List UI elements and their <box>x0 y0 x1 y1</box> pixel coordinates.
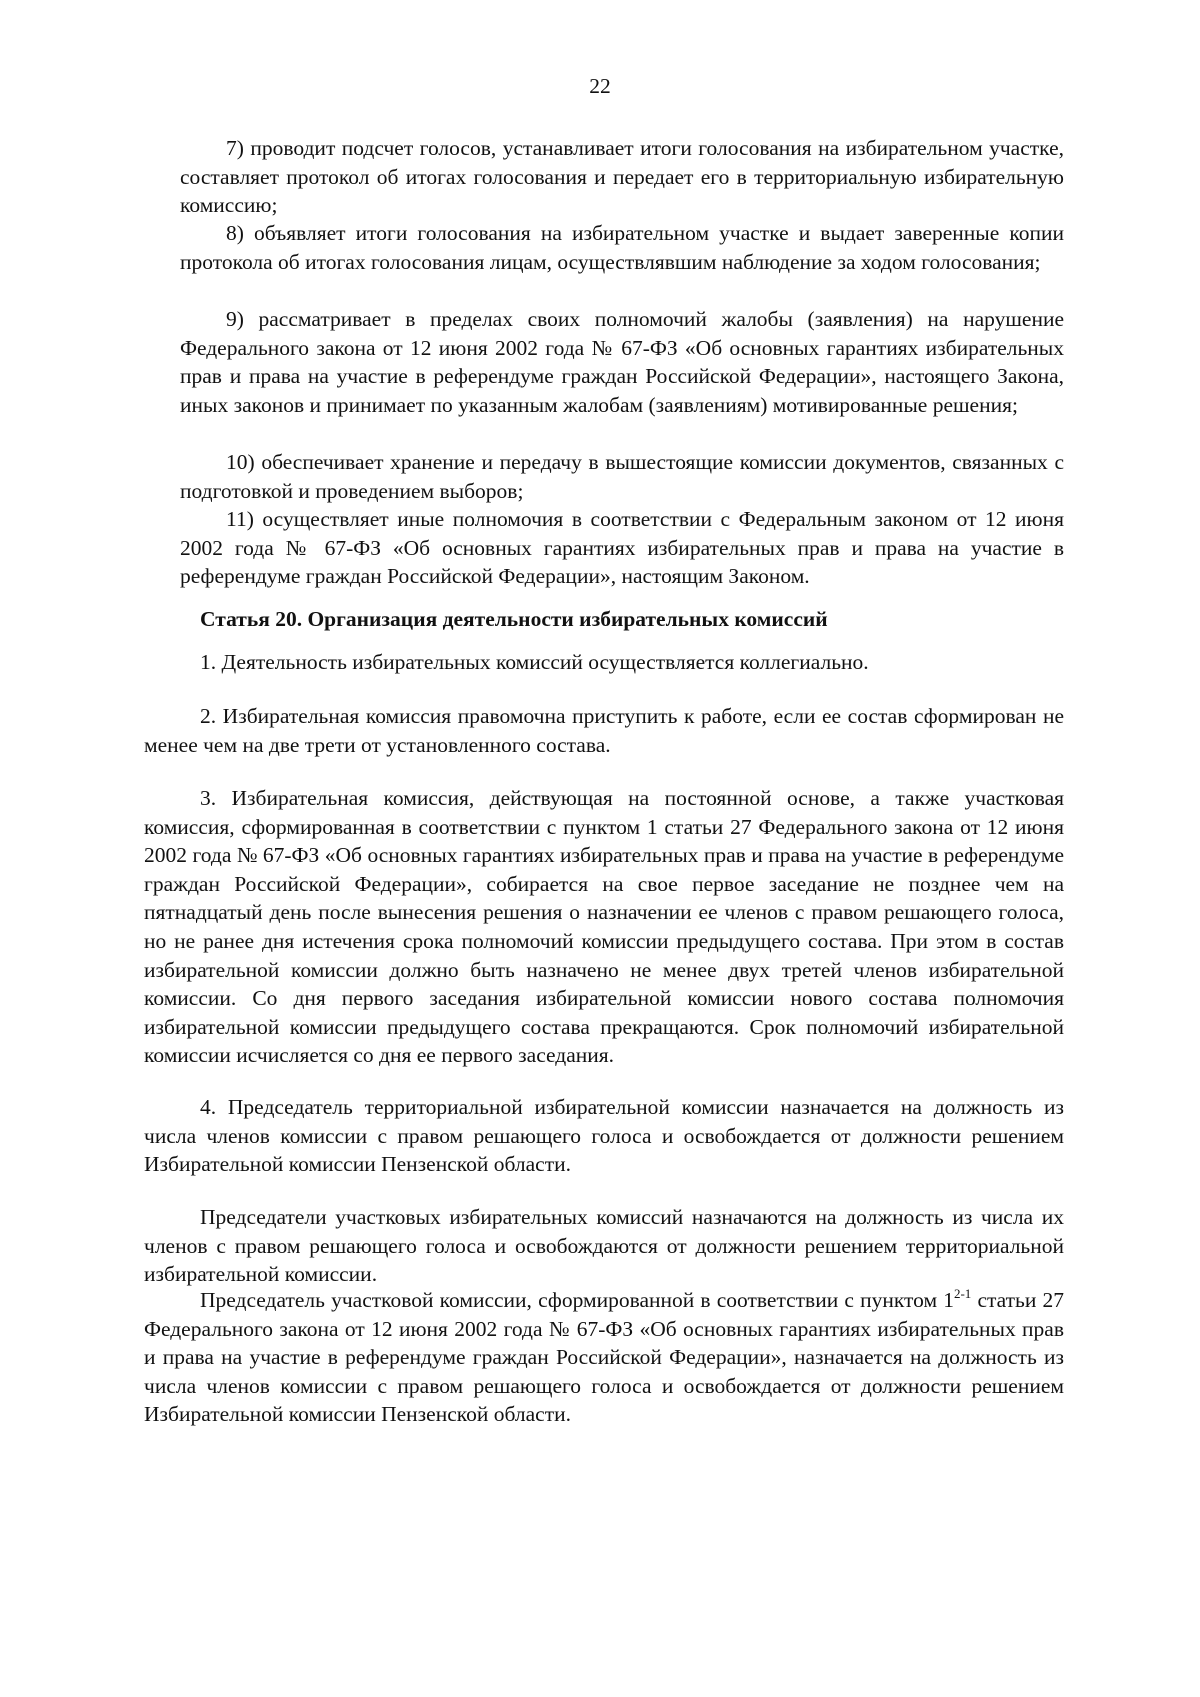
list-item-11: 11) осуществляет иные полномочия в соответствии с Федеральным законом от 12 июня 2002 года № 67-ФЗ «Об основных гарантиях избирательных прав и права на участие в референдуме граждан Российской Федерации», настоящим Законом. <box>180 507 1064 589</box>
article-paragraph-2: 2. Избирательная комиссия правомочна приступить к работе, если ее состав сформирован не менее чем на две трети от установленного состава. <box>144 704 1064 757</box>
list-item-10: 10) обеспечивает хранение и передачу в вышестоящие комиссии документов, связанных с подготовкой и проведением выборов; <box>180 450 1064 503</box>
footnote-superscript: 2-1 <box>953 1285 972 1301</box>
article-paragraph-precinct-chair <box>144 1286 1064 1429</box>
article-heading: Статья 20. Организация деятельности избирательных комиссий <box>200 607 828 631</box>
precinct-chair-text-end: статьи 27 Федерального закона от 12 июня 2002 года № 67-ФЗ «Об основных гарантиях избирательных прав и права на участие в референдуме граждан Российской Федерации», назначается на должность из числа членов комиссии с правом решающего голоса и освобождается от должности решением Избирательной комиссии Пензенской области. <box>144 1288 1064 1427</box>
list-item-9: 9) рассматривает в пределах своих полномочий жалобы (заявления) на нарушение Федерального закона от 12 июня 2002 года № 67-ФЗ «Об основных гарантиях избирательных прав и права на участие в референдуме граждан Российской Федерации», настоящего Закона, иных законов и принимает по указанным жалобам (заявлениям) мотивированные решения; <box>180 307 1064 417</box>
article-paragraph-1: 1. Деятельность избирательных комиссий осуществляется коллегиально. <box>200 650 869 674</box>
list-item-7: 7) проводит подсчет голосов, устанавливает итоги голосования на избирательном участке, составляет протокол об итогах голосования и передает его в территориальную избирательную комиссию; <box>180 136 1064 218</box>
precinct-chair-text-start: Председатель участковой комиссии, сформированной в соответствии с пунктом 1 <box>200 1288 954 1312</box>
article-paragraph-chairs: Председатели участковых избирательных комиссий назначаются на должность из числа их членов с правом решающего голоса и освобождаются от должности решением территориальной избирательной комиссии. <box>144 1205 1064 1287</box>
list-item-8: 8) объявляет итоги голосования на избирательном участке и выдает заверенные копии протокола об итогах голосования лицам, осуществлявшим наблюдение за ходом голосования; <box>180 221 1064 274</box>
page-number: 22 <box>589 74 611 98</box>
article-paragraph-4: 4. Председатель территориальной избирательной комиссии назначается на должность из числа членов комиссии с правом решающего голоса и освобождается от должности решением Избирательной комиссии Пензенской области. <box>144 1095 1064 1177</box>
article-paragraph-3: 3. Избирательная комиссия, действующая на постоянной основе, а также участковая комиссия, сформированная в соответствии с пунктом 1 статьи 27 Федерального закона от 12 июня 2002 года № 67-ФЗ «Об основных гарантиях избирательных прав и права на участие в референдуме граждан Российской Федерации», собирается на свое первое заседание не позднее чем на пятнадцатый день после вынесения решения о назначении ее членов с правом решающего голоса, но не ранее дня истечения срока полномочий комиссии предыдущего состава. При этом в состав избирательной комиссии должно быть назначено не менее двух третей членов избирательной комиссии. Со дня первого заседания избирательной комиссии нового состава полномочия избирательной комиссии предыдущего состава прекращаются. Срок полномочий избирательной комиссии исчисляется со дня ее первого заседания. <box>144 786 1064 1068</box>
